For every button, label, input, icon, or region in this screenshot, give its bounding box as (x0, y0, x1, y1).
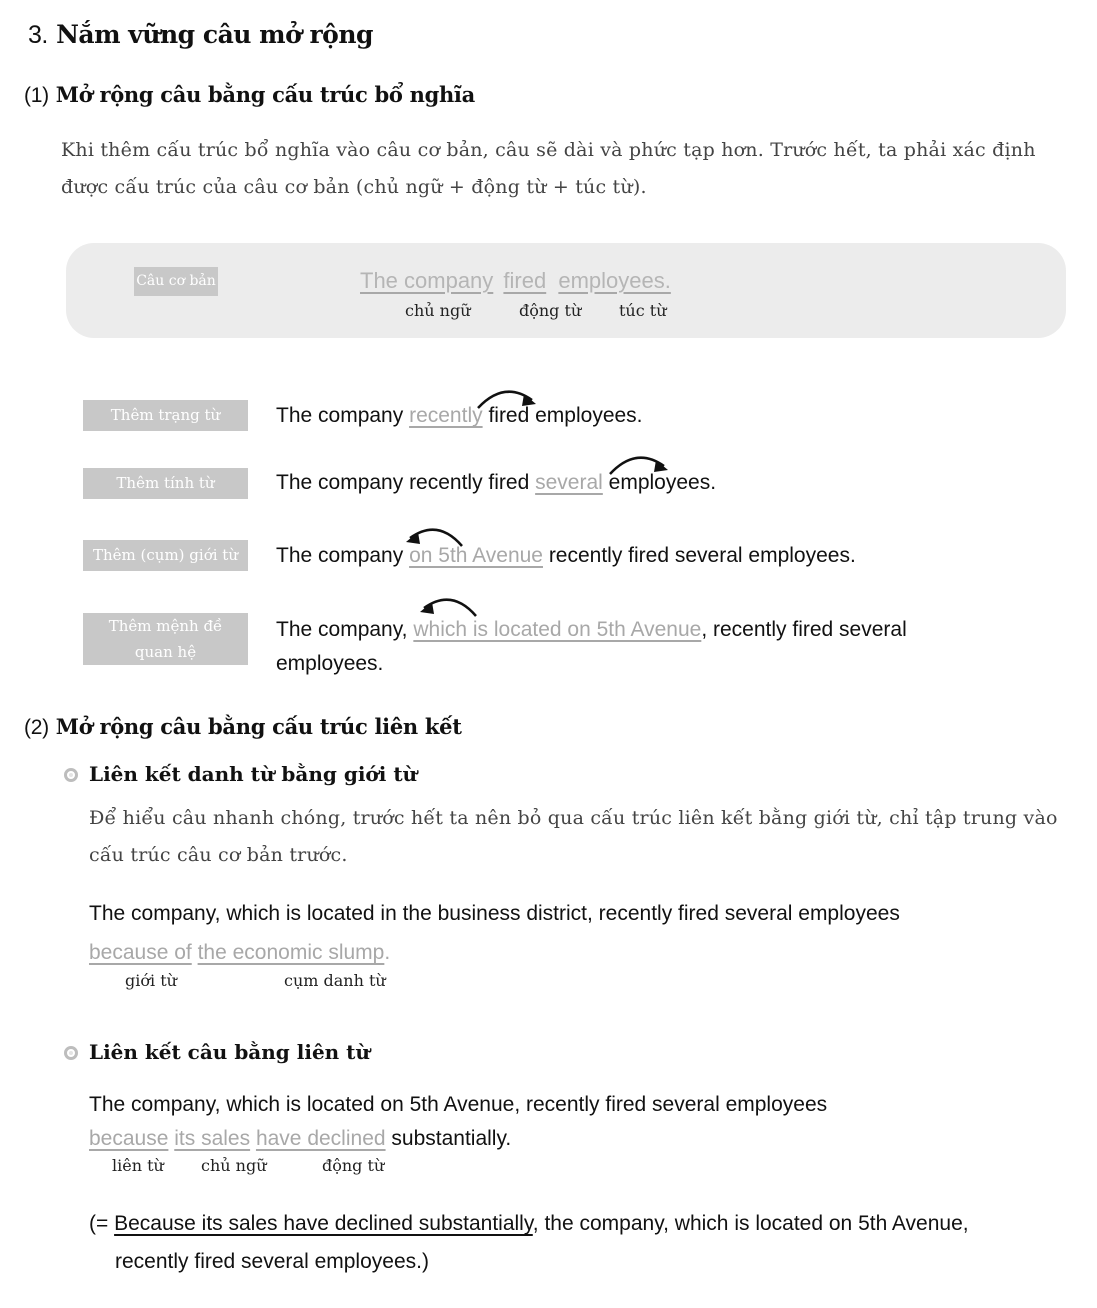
example-adjective-added: several (535, 471, 603, 494)
noun-link-noun-phrase: the economic slump (197, 941, 385, 964)
noun-link-desc-line2: cấu trúc câu cơ bản trước. (89, 844, 348, 866)
example-adjective-sentence (276, 471, 716, 495)
paraphrase-open: (= (89, 1212, 115, 1235)
clause-link-paraphrase (89, 1205, 969, 1281)
section-title (28, 20, 373, 50)
part1-intro-line1: Khi thêm cấu trúc bổ nghĩa vào câu cơ bản, câu sẽ dài và phức tạp hơn. Trước hết, ta phải xác định (61, 139, 1036, 161)
example-adjective-pre: The company recently fired (276, 471, 536, 494)
example-prep-sentence (276, 544, 856, 568)
basic-sentence (360, 268, 671, 294)
example-adverb-sentence (276, 404, 643, 428)
basic-verb: fired (503, 268, 547, 293)
tag-relative-line1: Thêm mệnh đề (108, 617, 223, 635)
noun-link-sentence-line1: The company, which is located in the business district, recently fired several employees (89, 902, 900, 925)
tag-add-prep-phrase: Thêm (cụm) giới từ (83, 540, 248, 571)
example-relative-added: which is located on 5th Avenue (413, 618, 702, 641)
section-number: 3. (28, 21, 48, 49)
example-relative-pre: The company, (276, 618, 414, 641)
part1-heading (24, 82, 475, 108)
tag-relative-line2: quan hệ (134, 643, 197, 661)
example-prep-added: on 5th Avenue (409, 544, 543, 567)
bullet-icon (64, 1046, 78, 1060)
section-title-text: Nắm vững câu mở rộng (56, 20, 373, 49)
part1-intro-line2: được cấu trúc của câu cơ bản (chủ ngữ + động từ + túc từ). (61, 176, 647, 198)
clause-link-subj: its sales (174, 1127, 251, 1150)
clause-link-verb-label: động từ (322, 1156, 385, 1175)
tag-add-adverb: Thêm trạng từ (83, 400, 248, 431)
tag-add-adjective: Thêm tính từ (83, 468, 248, 499)
basic-subject: The company (360, 268, 494, 293)
example-adverb-added: recently (409, 404, 483, 427)
basic-subject-label: chủ ngữ (405, 301, 471, 320)
example-relative-sentence (276, 613, 907, 681)
example-prep-pre: The company (276, 544, 410, 567)
noun-link-title: Liên kết danh từ bằng giới từ (89, 762, 418, 786)
example-relative-post: , recently fired several (701, 618, 907, 641)
noun-link-desc-line1: Để hiểu câu nhanh chóng, trước hết ta nên bỏ qua cấu trúc liên kết bằng giới từ, chỉ tập trung vào (89, 807, 1058, 829)
part1-number: (1) (24, 84, 49, 107)
part1-title: Mở rộng câu bằng cấu trúc bổ nghĩa (55, 82, 475, 107)
example-relative-line2: employees. (276, 652, 384, 675)
paraphrase-rest: , the company, which is located on 5th Avenue, (532, 1212, 969, 1235)
bullet-icon (64, 768, 78, 782)
basic-object-label: túc từ (619, 301, 667, 320)
part1-intro (61, 132, 1036, 206)
clause-link-sentence-line2 (89, 1127, 511, 1151)
noun-link-end: . (384, 941, 391, 964)
noun-link-prep: because of (89, 941, 192, 964)
noun-link-sentence-line2 (89, 941, 390, 965)
noun-link-desc (89, 800, 1058, 874)
example-adjective-post: employees. (602, 471, 717, 494)
clause-link-title: Liên kết câu bằng liên từ (89, 1040, 370, 1064)
clause-link-end: substantially. (385, 1127, 512, 1150)
part2-heading (24, 714, 462, 740)
basic-sentence-tag: Câu cơ bản (134, 267, 218, 296)
basic-verb-label: động từ (519, 301, 582, 320)
clause-link-subj-label: chủ ngữ (201, 1156, 267, 1175)
part2-title: Mở rộng câu bằng cấu trúc liên kết (55, 714, 462, 739)
example-prep-post: recently fired several employees. (542, 544, 856, 567)
clause-link-sentence-line1: The company, which is located on 5th Avenue, recently fired several employees (89, 1093, 828, 1116)
paraphrase-line2: recently fired several employees.) (115, 1250, 429, 1273)
noun-link-noun-phrase-label: cụm danh từ (284, 971, 386, 990)
clause-link-conj-label: liên từ (112, 1156, 164, 1175)
example-adverb-post: fired employees. (482, 404, 643, 427)
noun-link-prep-label: giới từ (125, 971, 177, 990)
paraphrase-underlined: Because its sales have declined substantially (114, 1212, 533, 1235)
example-adverb-pre: The company (276, 404, 410, 427)
clause-link-verb: have declined (255, 1127, 386, 1150)
clause-link-conj: because (89, 1127, 169, 1150)
basic-object: employees. (558, 268, 671, 293)
tag-add-relative-clause (83, 613, 248, 665)
part2-number: (2) (24, 716, 49, 739)
